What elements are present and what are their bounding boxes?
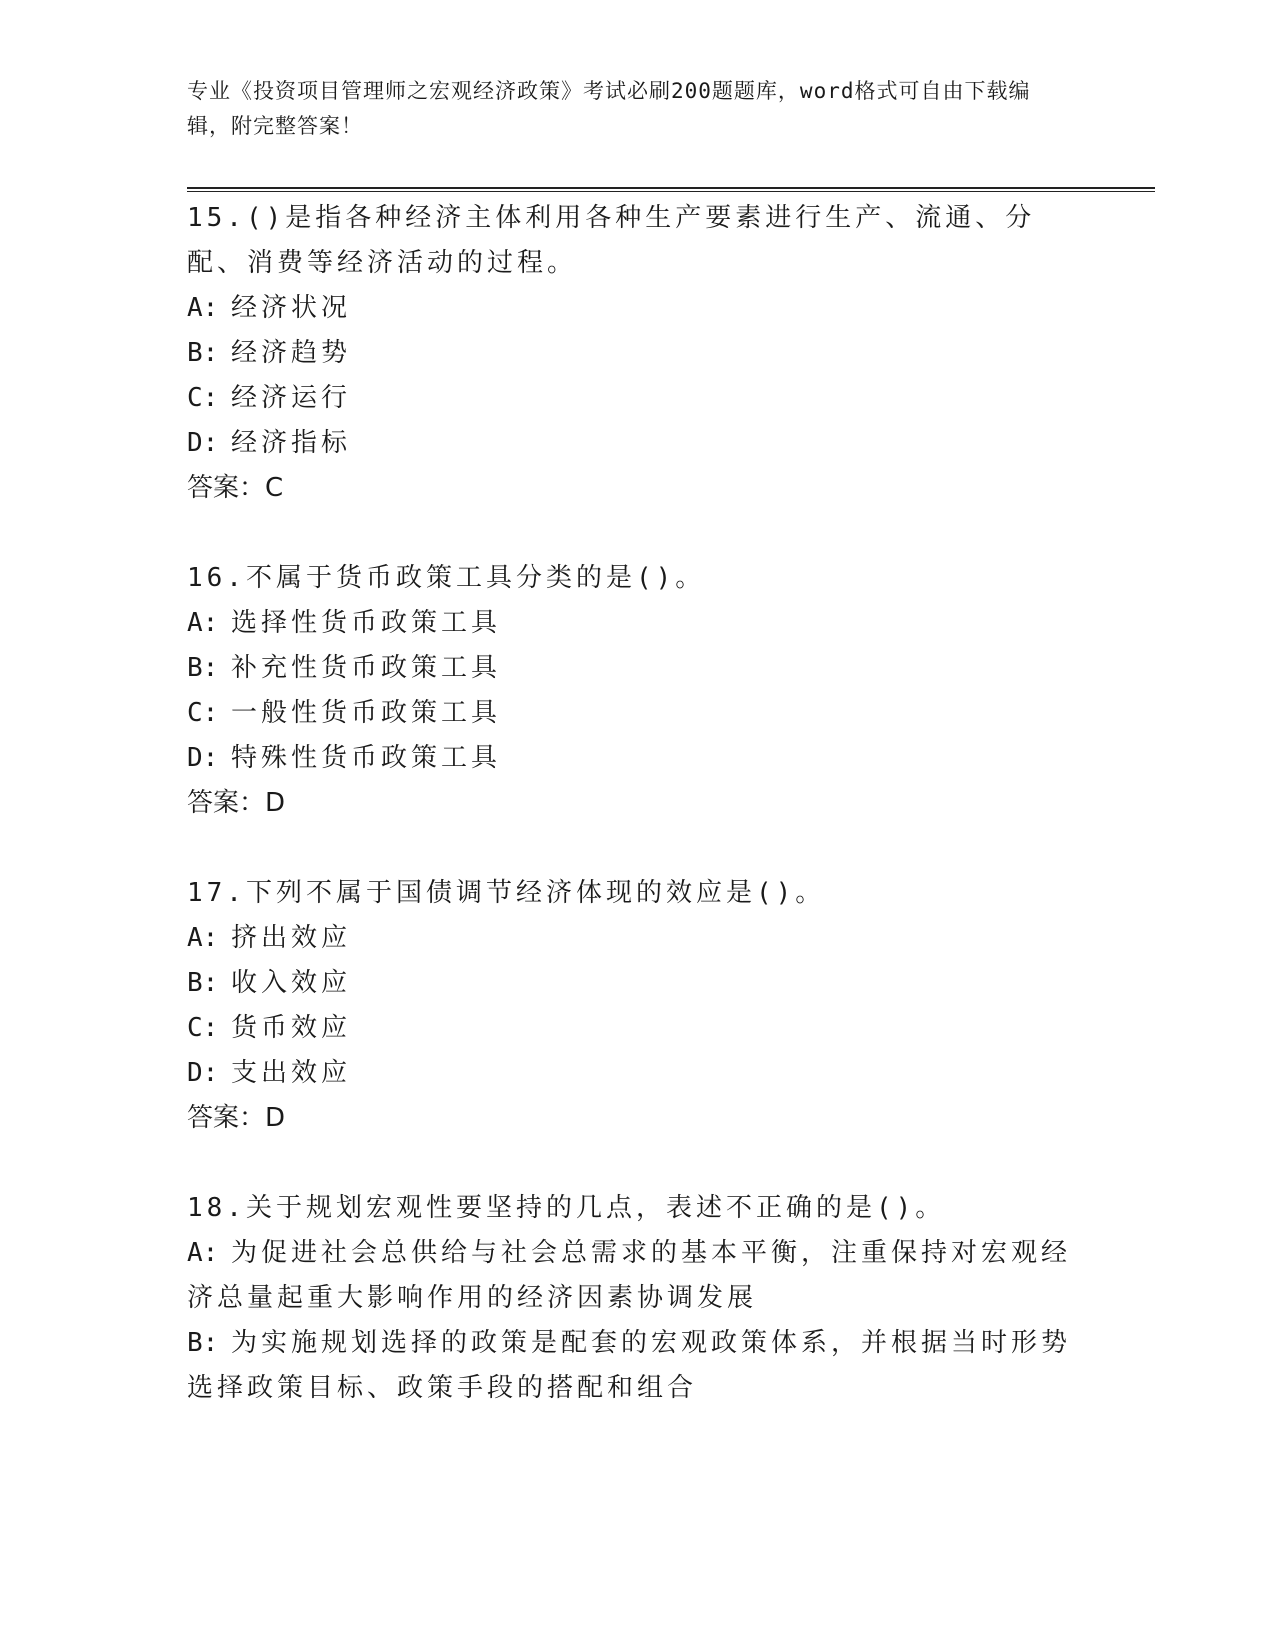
option-a	[187, 601, 1087, 646]
option-b	[187, 646, 1087, 691]
option-text: 经济运行	[231, 383, 352, 413]
option-c	[187, 691, 1087, 736]
option-key: B:	[187, 338, 219, 368]
option-a	[187, 1231, 1087, 1321]
option-key: B:	[187, 968, 219, 998]
answer-line: 答案：C	[187, 473, 284, 503]
option-a	[187, 286, 1087, 331]
option-key: A:	[187, 923, 219, 953]
option-b	[187, 331, 1087, 376]
question-stem: 16.不属于货币政策工具分类的是()。	[187, 563, 706, 593]
question-16	[187, 556, 1087, 826]
question-15	[187, 196, 1087, 511]
question-18	[187, 1186, 1087, 1411]
option-c	[187, 1006, 1087, 1051]
option-key: A:	[187, 608, 219, 638]
option-text: 为促进社会总供给与社会总需求的基本平衡，注重保持对宏观经济总量起重大影响作用的经济因素协调发展	[187, 1238, 1072, 1313]
option-key: B:	[187, 1328, 219, 1358]
option-text: 经济趋势	[231, 338, 352, 368]
option-text: 支出效应	[231, 1058, 352, 1088]
option-key: D:	[187, 1058, 219, 1088]
spacer	[187, 511, 1087, 556]
option-key: C:	[187, 383, 219, 413]
option-key: D:	[187, 428, 219, 458]
option-text: 货币效应	[231, 1013, 352, 1043]
option-b	[187, 1321, 1087, 1411]
option-text: 收入效应	[231, 968, 352, 998]
question-17	[187, 871, 1087, 1141]
option-text: 经济状况	[231, 293, 352, 323]
option-key: A:	[187, 293, 219, 323]
option-key: C:	[187, 1013, 219, 1043]
document-page	[187, 74, 1087, 1411]
option-text: 补充性货币政策工具	[231, 653, 502, 683]
question-stem: 15.()是指各种经济主体利用各种生产要素进行生产、流通、分配、消费等经济活动的过程。	[187, 203, 1036, 278]
option-key: C:	[187, 698, 219, 728]
header-divider	[187, 187, 1155, 192]
option-c	[187, 376, 1087, 421]
option-text: 经济指标	[231, 428, 352, 458]
option-d	[187, 421, 1087, 466]
spacer	[187, 1141, 1087, 1186]
option-b	[187, 961, 1087, 1006]
option-d	[187, 736, 1087, 781]
option-text: 为实施规划选择的政策是配套的宏观政策体系，并根据当时形势选择政策目标、政策手段的搭配和组合	[187, 1328, 1072, 1403]
option-text: 特殊性货币政策工具	[231, 743, 502, 773]
option-text: 挤出效应	[231, 923, 352, 953]
option-text: 一般性货币政策工具	[231, 698, 502, 728]
question-stem: 18.关于规划宏观性要坚持的几点，表述不正确的是()。	[187, 1193, 946, 1223]
option-key: D:	[187, 743, 219, 773]
question-stem: 17.下列不属于国债调节经济体现的效应是()。	[187, 878, 826, 908]
option-text: 选择性货币政策工具	[231, 608, 502, 638]
spacer	[187, 826, 1087, 871]
option-a	[187, 916, 1087, 961]
answer-line: 答案：D	[187, 788, 286, 818]
document-header: 专业《投资项目管理师之宏观经济政策》考试必刷200题题库，word格式可自由下载编辑，附完整答案！	[187, 79, 1031, 138]
answer-line: 答案：D	[187, 1103, 286, 1133]
option-d	[187, 1051, 1087, 1096]
option-key: A:	[187, 1238, 219, 1268]
option-key: B:	[187, 653, 219, 683]
